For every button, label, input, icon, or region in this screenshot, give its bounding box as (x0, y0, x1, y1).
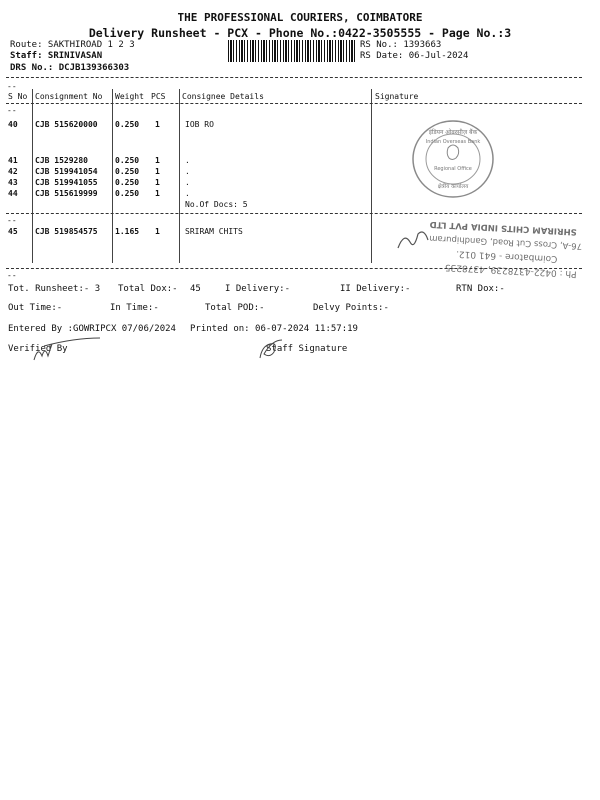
total-pod: Total POD:- (205, 303, 265, 313)
column-rule (179, 89, 180, 263)
row-consignment: CJB 515620000 (35, 120, 98, 129)
route-label: Route: SAKTHIROAD 1 2 3 (10, 40, 135, 50)
sriram-stamp-line3: 76-A, Cross Cut Road, Gandhipuram (428, 232, 583, 251)
col-consignee: Consignee Details (182, 92, 264, 101)
col-sno: S No (8, 92, 28, 101)
delvy-points: Delvy Points:- (313, 303, 389, 313)
column-rule (112, 89, 113, 263)
no-of-docs: No.Of Docs: 5 (185, 200, 248, 209)
iob-stamp-line1: इंडियन ओवरसीज़ बैंक (428, 129, 478, 136)
sriram-stamp-line2: Coimbatore - 641 012. (455, 248, 558, 264)
total-dox-label: Total Dox:- (118, 284, 178, 294)
row-consignee: SRIRAM CHITS (185, 227, 243, 236)
row-weight: 0.250 (115, 120, 140, 129)
document-subtitle: Delivery Runsheet - PCX - Phone No.:0422-3505555 - Page No.:3 (88, 26, 512, 40)
iob-stamp-line4: क्षेत्रीय कार्यालय (437, 184, 469, 190)
row-consignment: CJB 519854575 (35, 227, 98, 236)
row-consignee: IOB RO (185, 120, 214, 129)
rtn-dox: RTN Dox:- (456, 284, 505, 294)
col-weight: Weight (115, 92, 144, 101)
row-consignment: CJB 1529280 (35, 156, 88, 165)
row-consignee: . (185, 178, 190, 187)
row-pcs: 1 (155, 120, 160, 129)
in-time: In Time:- (110, 303, 159, 313)
entered-by: Entered By :GOWRIPCX 07/06/2024 (8, 324, 176, 334)
signature-scribble (396, 228, 436, 252)
iob-stamp-line2: Indian Overseas Bank (425, 139, 481, 145)
row-consignee: . (185, 156, 190, 165)
barcode (228, 40, 356, 62)
row-consignment: CJB 519941055 (35, 178, 98, 187)
drs-number: DRS No.: DCJB139366303 (10, 63, 130, 73)
row-pcs: 1 (155, 167, 160, 176)
divider (6, 268, 582, 269)
sriram-stamp-line1: Ph : 0422-4378239, 4378235 (444, 261, 577, 279)
row-pcs: 1 (155, 189, 160, 198)
staff-signature-label: Staff Signature (266, 344, 348, 354)
row-sno: 44 (8, 189, 18, 198)
row-consignment: CJB 519941054 (35, 167, 98, 176)
rs-number: RS No.: 1393663 (360, 40, 442, 50)
iob-stamp-line3: Regional Office (434, 166, 472, 172)
row-weight: 0.250 (115, 178, 140, 187)
column-rule (32, 89, 33, 263)
staff-label: Staff: SRINIVASAN (10, 51, 103, 61)
divider (6, 103, 582, 104)
row-consignee: . (185, 189, 190, 198)
iob-seal-stamp (410, 118, 496, 200)
row-weight: 1.165 (115, 227, 140, 236)
ii-delivery: II Delivery:- (340, 284, 411, 294)
sriram-stamp-line4: SHRIRAM CHITS INDIA PVT LTD (429, 218, 578, 237)
out-time: Out Time:- (8, 303, 63, 313)
row-weight: 0.250 (115, 189, 140, 198)
row-sno: 42 (8, 167, 18, 176)
row-sno: 45 (8, 227, 18, 236)
row-sno: 43 (8, 178, 18, 187)
col-consignment: Consignment No (35, 92, 103, 101)
document-title: THE PROFESSIONAL COURIERS, COIMBATORE (177, 11, 423, 24)
row-consignment: CJB 515619999 (35, 189, 98, 198)
row-sno: 41 (8, 156, 18, 165)
printed-on: Printed on: 06-07-2024 11:57:19 (190, 324, 358, 334)
row-pcs: 1 (155, 227, 160, 236)
verified-signature (30, 336, 102, 364)
row-weight: 0.250 (115, 167, 140, 176)
total-dox-value: 45 (190, 284, 201, 294)
verified-by: Verified By (8, 344, 68, 354)
i-delivery: I Delivery:- (225, 284, 291, 294)
divider (6, 77, 582, 78)
staff-signature (254, 334, 284, 362)
row-consignee: . (185, 167, 190, 176)
row-sno: 40 (8, 120, 18, 129)
row-pcs: 1 (155, 178, 160, 187)
tot-runsheet: Tot. Runsheet:- 3 (8, 284, 101, 294)
row-weight: 0.250 (115, 156, 140, 165)
col-signature: Signature (375, 92, 419, 101)
row-pcs: 1 (155, 156, 160, 165)
rs-date: RS Date: 06-Jul-2024 (360, 51, 469, 61)
col-pcs: PCS (151, 92, 166, 101)
column-rule (371, 89, 372, 263)
